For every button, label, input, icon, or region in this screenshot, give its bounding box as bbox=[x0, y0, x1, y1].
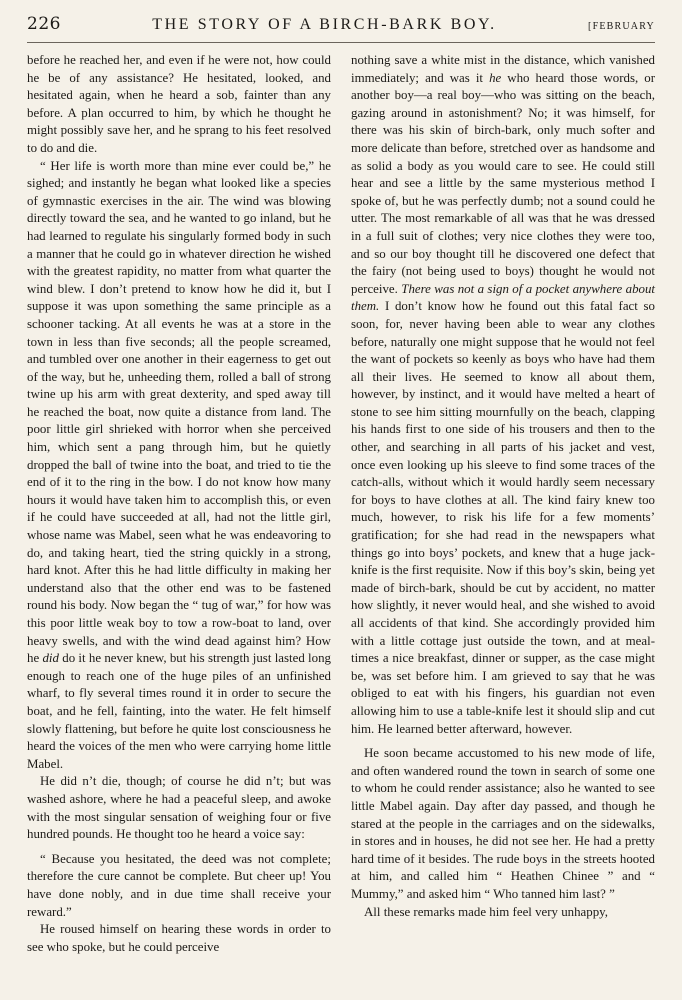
paragraph: “ Because you hesitated, the deed was not complete; therefore the cure cannot be complete. But cheer up! You have done nobly, and in due time shall receive your reward.” bbox=[27, 851, 331, 919]
running-header bbox=[27, 14, 655, 43]
paragraph: He roused himself on hearing these words in order to see who spoke, but he could perceive bbox=[27, 922, 331, 954]
paragraph: He soon became accustomed to his new mode of life, and often wandered round the town in search of some one to whom he could render assistance; also he wanted to see little Mabel again. Day after day passed, and though he stared at the people in the carriages and on the sidewalks, in stores and in houses, he did not see her. He had a pretty hard time of it besides. The rude boys in the streets hooted at him, and called him “ Heathen Chinee ” and “ Mummy,” and asked him “ Who tanned him last? ” bbox=[351, 746, 655, 901]
column-right bbox=[351, 52, 655, 956]
text-columns bbox=[27, 52, 655, 956]
page-number: 226 bbox=[27, 14, 61, 34]
paragraph: “ Her life is worth more than mine ever could be,” he sighed; and instantly he began what looked like a species of gymnastic exercises in the air. The wind was blowing directly toward the sea, and he wanted to go inland, but he had learned to regulate his singularly formed body in such a manner that he could go in whatever direction he wished with the greatest rapidity, no matter from what quarter the wind blew. I don’t pretend to know how he did it, but I suppose it was upon something the same principle as a schooner tacking. At all events he was at a store in the town in less than five seconds; all the people screamed, and tumbled over one another in their eagerness to get out of the way, but he, unheeding them, rolled a ball of strong twine up his arm with great dexterity, and sped away till he reached the boat, now quite a distance from land. The poor little girl shrieked with horror when she perceived him, which sent a pang through him, but he quietly dropped the ball of twine into the boat, and tried to tie the end of it to the ring in the bow. I do not know how many hours it would have taken him to accomplish this, or even if he could have succeeded at all, had not the little girl, whose name was Mabel, seen what he was endeavoring to do, and taking heart, tied the string quickly in a strong, hard knot. After this he had little difficulty in making her understand also that the other end was to be fastened round his body. Now began the “ tug of war,” for how was this poor little weak boy to tow a row-boat to land, over heavy swells, and with the wind dead against him? How he did do it he never knew, but his strength just lasted long enough to reach one of the huge piles of an unfinished wharf, to fly several times round it in order to secure the boat, and he fell, fainting, into the water. He felt himself slowly flattening, but before he quite lost consciousness he heard the voices of the men who were carrying home little Mabel. bbox=[27, 158, 331, 771]
paragraph: He did n’t die, though; of course he did n’t; but was washed ashore, where he had a peaceful sleep, and awoke with the most singular sensation of weighing four or five hundred pounds. He thought too he heard a voice say: bbox=[27, 774, 331, 842]
column-left bbox=[27, 52, 331, 956]
paragraph: nothing save a white mist in the distance, which vanished immediately; and was it he who heard those words, or another boy—a real boy—who was sitting on the beach, gazing around in astonishment? No; it was himself, for there was his skin of birch-bark, only much softer and more delicate than before, stretched over as handsome and as solid a body as you would care to see. He could still hear and see a little by the same mysterious method I spoke of, but he was perfectly dumb; not a sound could he utter. The most remarkable of all was that he was dressed in a full suit of clothes; very nice clothes they were too, and so our boy thought till he discovered one defect that the fairy (not being used to boys) thought he would not perceive. There was not a sign of a pocket anywhere about them. I don’t know how he found out this fatal fact so soon, for, never having been able to wear any clothes before, naturally one might suppose that he would not feel the want of pockets so keenly as boys who have had them all their lives. He seemed to know all about them, however, by instinct, and it would have melted a heart of stone to see him sitting mournfully on the beach, clapping his hands first to one side of his trousers and then to the other, and searching in all parts of his jacket and vest, once even looking up his sleeve to find some traces of the catch-alls, without which it would hardly seem necessary for boys to have clothes at all. The kind fairy knew too much, however, to risk his life for a few moments’ gratification; for she had read in the newspapers what things go into boys’ pockets, and knew that a huge jack-knife is the first requisite. Now if this boy’s skin, being yet made of birch-bark, should be cut by accident, no matter how slightly, it never would heal, and she wished to avoid all accidents of that kind. She accordingly provided him with a little cottage just outside the town, and at meal-times a nice breakfast, dinner or supper, as the case might be, was set before him. I am grieved to say that he was obliged to eat with his fingers, his guardian not even allowing him to use a table-knife lest it should slip and cut him. He learned better afterward, however. bbox=[351, 53, 655, 736]
issue-month: [FEBRUARY bbox=[588, 21, 655, 32]
paragraph: before he reached her, and even if he were not, how could he be of any assistance? He hesitated, looked, and hesitated again, when he heard a sob, fainter than any before. A plan occurred to him, by which he thought he might possibly save her, and he sprang to his feet resolved to do and die. bbox=[27, 53, 331, 155]
paragraph: All these remarks made him feel very unhappy, bbox=[364, 904, 609, 919]
running-title: THE STORY OF A BIRCH-BARK BOY. bbox=[152, 16, 497, 33]
